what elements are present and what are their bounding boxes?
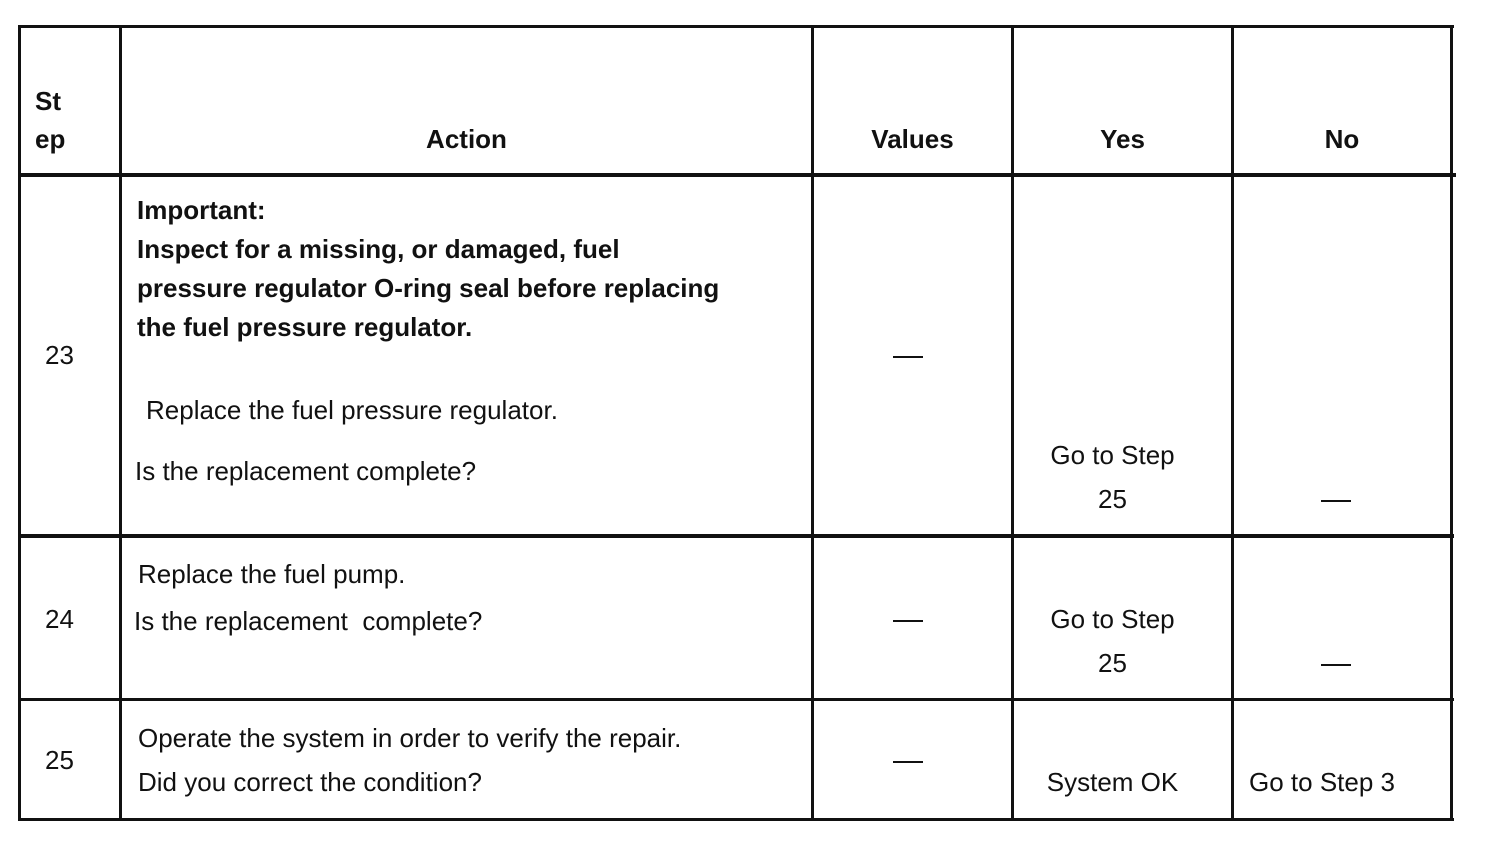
action-question: Is the replacement complete? — [135, 456, 477, 486]
yes-goto-line1: Go to Step — [1050, 604, 1175, 634]
important-text-line2: pressure regulator O-ring seal before replacing — [137, 273, 720, 303]
yes-goto-line2: 25 — [1098, 484, 1127, 514]
table-border-right — [1450, 25, 1453, 821]
no-dash — [1321, 664, 1351, 666]
header-divider — [18, 173, 1456, 177]
table-border-left — [18, 25, 21, 821]
step-number-25: 25 — [45, 745, 74, 775]
yes-goto-line1: Go to Step — [1050, 440, 1175, 470]
values-dash — [893, 620, 923, 622]
action-instruction: Replace the fuel pressure regulator. — [146, 395, 558, 425]
header-values: Values — [871, 124, 954, 154]
values-dash — [893, 761, 923, 763]
row-divider-24-25 — [18, 698, 1454, 701]
header-action: Action — [426, 124, 507, 154]
step-number-23: 23 — [45, 340, 74, 370]
header-yes: Yes — [1100, 124, 1145, 154]
table-border-bottom — [18, 818, 1454, 821]
action-instruction: Replace the fuel pump. — [138, 559, 406, 589]
header-step-line1: St — [35, 86, 61, 116]
no-goto-step: Go to Step 3 — [1249, 767, 1395, 797]
important-label: Important: — [137, 195, 266, 225]
important-text-line1: Inspect for a missing, or damaged, fuel — [137, 234, 620, 264]
header-step-line2: ep — [35, 124, 66, 154]
action-instruction: Operate the system in order to verify the repair. — [138, 723, 682, 753]
action-question: Is the replacement complete? — [134, 606, 483, 636]
header-no: No — [1324, 124, 1360, 154]
values-dash — [893, 356, 923, 358]
no-dash — [1321, 500, 1351, 502]
step-number-24: 24 — [45, 604, 74, 634]
yes-system-ok: System OK — [1046, 767, 1179, 797]
action-question: Did you correct the condition? — [138, 767, 482, 797]
yes-goto-line2: 25 — [1098, 648, 1127, 678]
table-border-top — [18, 25, 1454, 28]
important-text-line3: the fuel pressure regulator. — [137, 312, 473, 342]
row-divider-23-24 — [18, 534, 1454, 538]
